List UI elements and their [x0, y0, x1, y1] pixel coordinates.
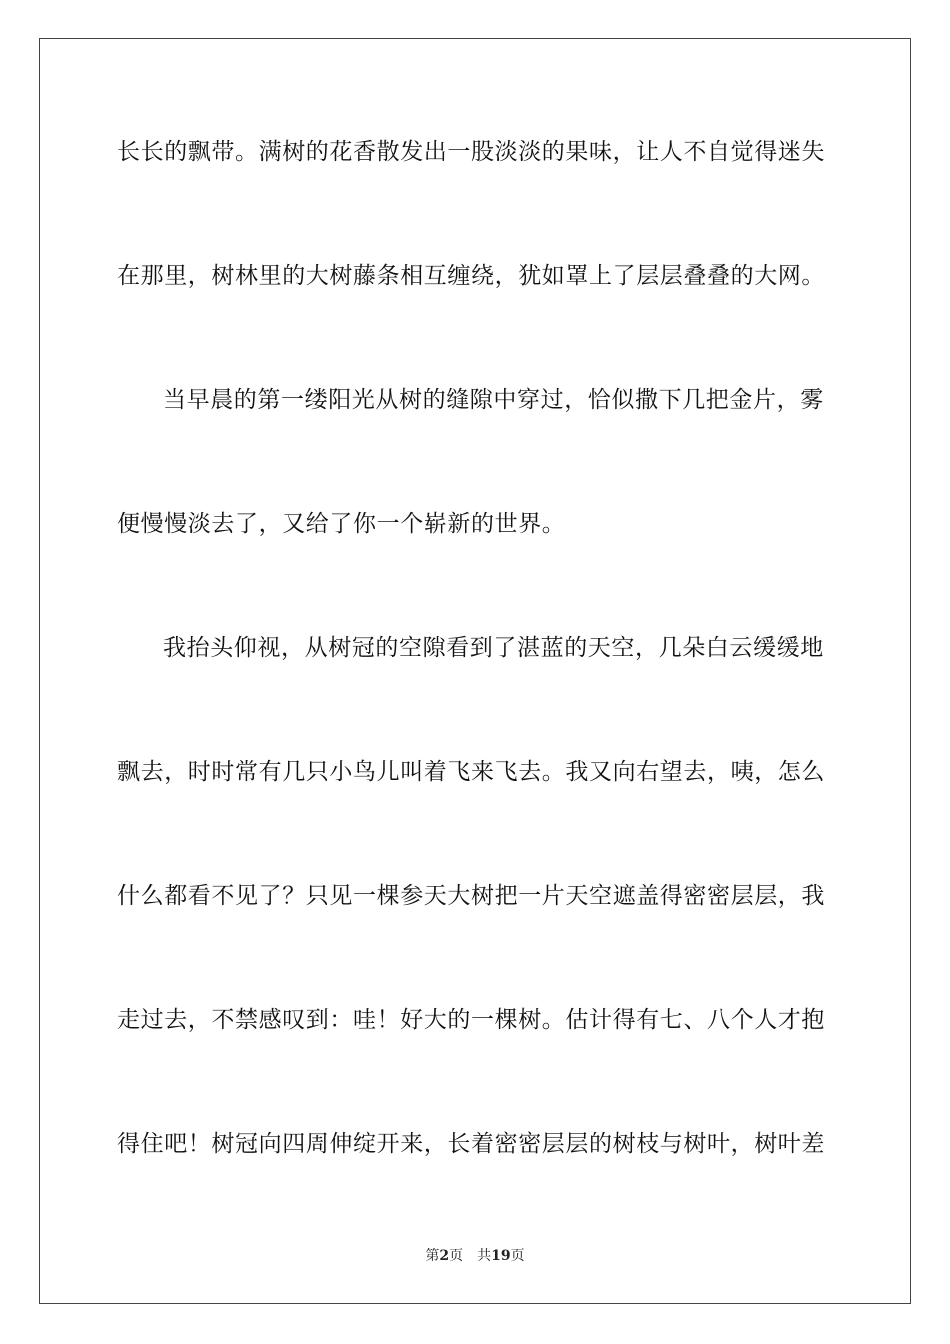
text-line-6: 飘去，时时常有几只小鸟儿叫着飞来飞去。我又向右望去，咦，怎么 [117, 759, 825, 785]
text-line-7: 什么都看不见了？只见一棵参天大树把一片天空遮盖得密密层层，我 [117, 883, 825, 909]
text-line-2: 在那里，树林里的大树藤条相互缠绕，犹如罩上了层层叠叠的大网。 [117, 263, 825, 289]
text-line-3: 当早晨的第一缕阳光从树的缝隙中穿过，恰似撒下几把金片，雾 [163, 387, 824, 413]
page-number: 2 [439, 1248, 450, 1264]
total-pages: 19 [491, 1248, 511, 1264]
text-line-9: 得住吧！树冠向四周伸绽开来，长着密密层层的树枝与树叶，树叶差 [117, 1131, 825, 1157]
page-label-prefix: 第 [425, 1248, 440, 1264]
total-label-suffix: 页 [510, 1248, 525, 1264]
text-line-4: 便慢慢淡去了，又给了你一个崭新的世界。 [117, 511, 566, 537]
page-frame [39, 38, 911, 1304]
page-label-suffix: 页 [449, 1248, 464, 1264]
text-line-8: 走过去，不禁感叹到：哇！好大的一棵树。估计得有七、八个人才抱 [117, 1007, 825, 1033]
total-label-prefix: 共 [477, 1248, 492, 1264]
text-line-1: 长长的飘带。满树的花香散发出一股淡淡的果味，让人不自觉得迷失 [117, 139, 825, 165]
text-line-5: 我抬头仰视，从树冠的空隙看到了湛蓝的天空，几朵白云缓缓地 [163, 635, 824, 661]
page-footer [0, 1247, 950, 1265]
